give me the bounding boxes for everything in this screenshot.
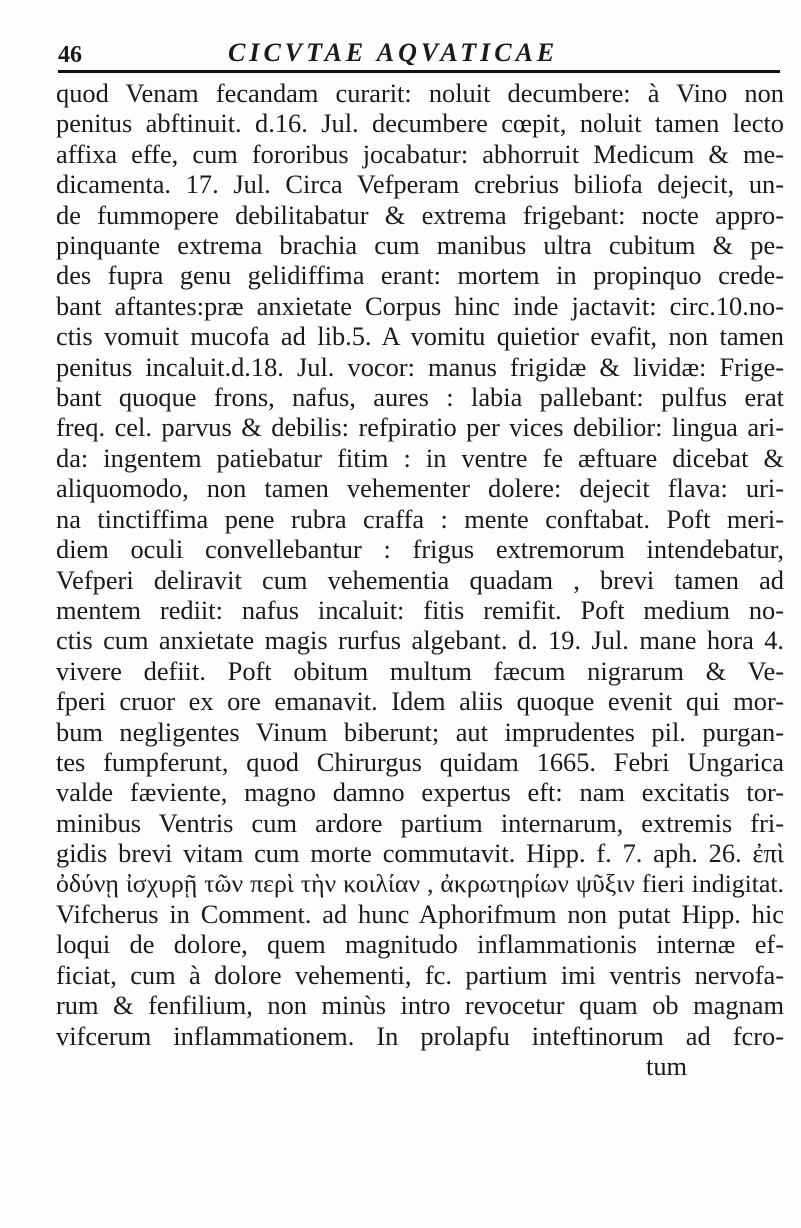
- text-line: tum: [646, 1051, 688, 1081]
- text-line: dicamenta. 17. Jul. Circa Vefperam crebrius biliofa dejecit, un-: [56, 169, 784, 200]
- header-rule: [58, 70, 780, 73]
- text-line: minibus Ventris cum ardore partium internarum, extremis fri-: [56, 807, 784, 838]
- text-line: de fummopere debilitabatur & extrema frigebant: nocte appro-: [56, 199, 784, 230]
- text-line: ficiat, cum à dolore vehementi, fc. partium imi ventris nervofa-: [56, 959, 784, 990]
- text-line: valde fæviente, magno damno expertus eft: nam excitatis tor-: [56, 777, 784, 808]
- text-line: gidis brevi vitam cum morte commutavit. Hipp. f. 7. aph. 26. ἐπὶ: [56, 838, 784, 869]
- running-head: [58, 38, 778, 68]
- text-line: bum negligentes Vinum biberunt; aut imprudentes pil. purgan-: [56, 716, 784, 747]
- text-line: penitus abftinuit. d.16. Jul. decumbere cœpit, noluit tamen lecto: [56, 108, 784, 139]
- text-line: Vefperi deliravit cum vehementia quadam , brevi tamen ad: [56, 564, 784, 595]
- text-line: ὀδύνῃ ἰσχυρῇ τῶν περὶ τὴν κοιλίαν , ἀκρωτηρίων ψῦξιν fieri indigitat.: [56, 868, 784, 898]
- text-line: affixa effe, cum fororibus jocabatur: abhorruit Medicum & me-: [56, 138, 784, 169]
- text-line: tes fumpferunt, quod Chirurgus quidam 1665. Febri Ungarica: [56, 746, 784, 777]
- body-text: [56, 78, 784, 1081]
- text-line: da: ingentem patiebatur fitim : in ventre fe æftuare dicebat &: [56, 442, 784, 473]
- text-line: aliquomodo, non tamen vehementer dolere: dejecit flava: uri-: [56, 473, 784, 504]
- text-line: bant quoque frons, nafus, aures : labia pallebant: pulfus erat: [56, 382, 784, 413]
- text-line: Vifcherus in Comment. ad hunc Aphorifmum non putat Hipp. hic: [56, 898, 784, 929]
- text-line: bant aftantes:præ anxietate Corpus hinc inde jactavit: circ.10.no-: [56, 290, 784, 321]
- text-line: loqui de dolore, quem magnitudo inflammationis internæ ef-: [56, 929, 784, 960]
- text-line: vivere defiit. Poft obitum multum fæcum nigrarum & Ve-: [56, 655, 784, 686]
- text-line: penitus incaluit.d.18. Jul. vocor: manus frigidæ & lividæ: Frige-: [56, 351, 784, 382]
- text-line: fperi cruor ex ore emanavit. Idem aliis quoque evenit qui mor-: [56, 686, 784, 717]
- text-line: mentem rediit: nafus incaluit: fitis remifit. Poft medium no-: [56, 594, 784, 625]
- text-line: ctis cum anxietate magis rurfus algebant. d. 19. Jul. mane hora 4.: [56, 625, 784, 656]
- text-line: quod Venam fecandam curarit: noluit decumbere: à Vino non: [56, 78, 784, 108]
- page-number: 46: [58, 42, 82, 68]
- running-title: CICVTAE AQVATICAE: [228, 38, 559, 67]
- text-line: rum & fenfilium, non minùs intro revocetur quam ob magnam: [56, 990, 784, 1021]
- text-line: diem oculi convellebantur : frigus extremorum intendebatur,: [56, 534, 784, 565]
- text-line: des fupra genu gelidiffima erant: mortem in propinquo crede-: [56, 260, 784, 291]
- text-line: ctis vomuit mucofa ad lib.5. A vomitu quietior evafit, non tamen: [56, 321, 784, 352]
- text-line: vifcerum inflammationem. In prolapfu inteftinorum ad fcro-: [56, 1020, 784, 1051]
- text-line: pinquante extrema brachia cum manibus ultra cubitum & pe-: [56, 230, 784, 261]
- text-line: freq. cel. parvus & debilis: refpiratio per vices debilior: lingua ari-: [56, 412, 784, 443]
- text-line: na tinctiffima pene rubra craffa : mente conftabat. Poft meri-: [56, 503, 784, 534]
